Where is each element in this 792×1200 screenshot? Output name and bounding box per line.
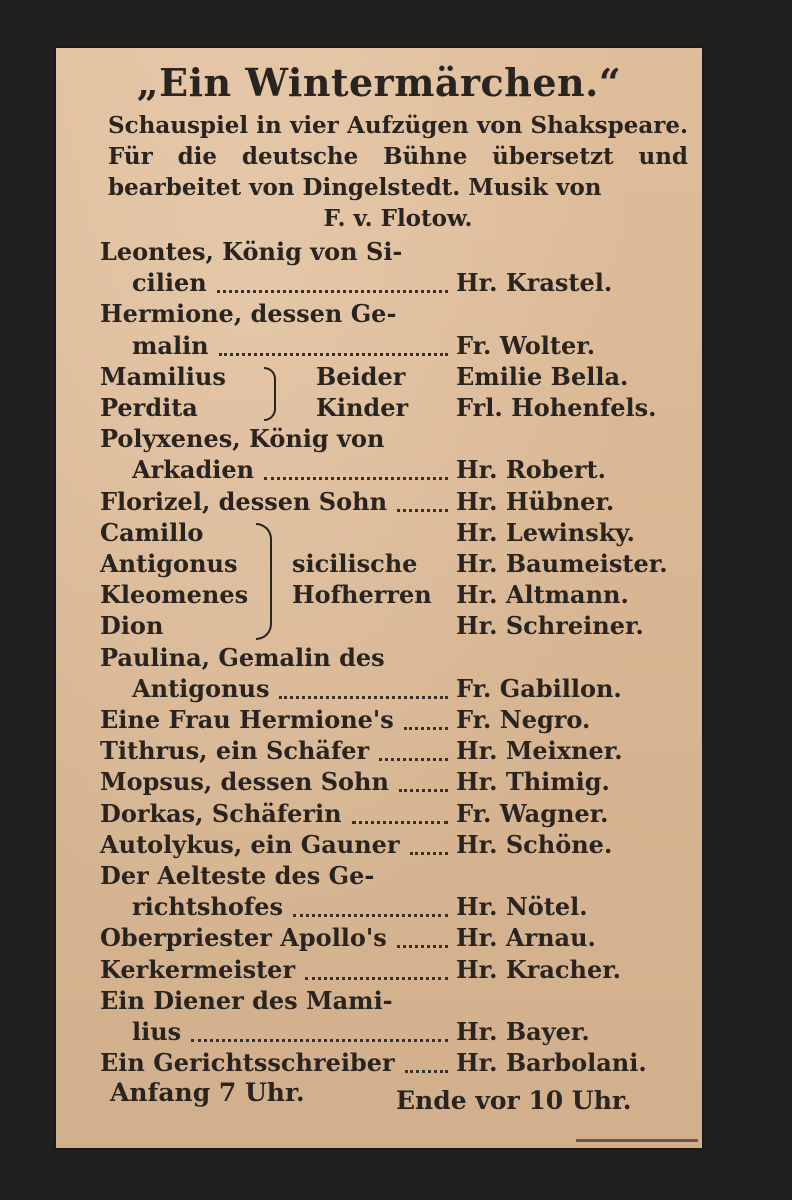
cast-actor: Fr. Negro.	[456, 705, 591, 734]
leader-dots	[305, 945, 448, 980]
cast-role: lius	[132, 1017, 182, 1046]
cast-actor: Hr. Baumeister.	[456, 549, 668, 578]
cast-actor: Hr. Lewinsky.	[456, 517, 635, 547]
cast-row	[56, 392, 702, 424]
cast-row	[56, 548, 702, 580]
cast-actor: Hr. Kracher.	[456, 954, 622, 984]
leader-dots	[397, 477, 448, 512]
play-subtitle	[108, 110, 688, 234]
leader-dots	[191, 1007, 448, 1042]
cast-role: Ein Diener des Mami-	[100, 985, 393, 1015]
cast-group-note: sicilische	[292, 549, 418, 578]
subtitle-text: Schauspiel in vier Aufzügen von Shakspeare. Für die deutsche Bühne übersetzt und bearbeitet von Dingelstedt. Musik von	[108, 112, 688, 201]
cast-role: Kleomenes	[100, 580, 249, 610]
cast-role: Mopsus, dessen Sohn	[100, 767, 389, 797]
cast-row	[56, 673, 702, 705]
cast-role: Antigonus	[132, 673, 270, 703]
cast-actor: Hr. Schreiner.	[456, 611, 644, 641]
leader-dots	[410, 820, 448, 855]
cast-role: Kerkermeister	[100, 954, 296, 984]
cast-row	[56, 517, 702, 549]
cast-role: richtshofes	[132, 892, 283, 922]
cast-row	[56, 1047, 702, 1079]
cast-group-note: Hofherren	[292, 580, 432, 610]
cast-actor: Fr. Wagner.	[456, 798, 609, 828]
cast-group-note: Beider	[316, 361, 406, 391]
cast-role: Camillo	[100, 517, 204, 547]
cast-role: Oberpriester Apollo's	[100, 923, 387, 953]
leader-dots	[293, 882, 448, 917]
end-time: Ende vor 10 Uhr.	[396, 1086, 632, 1115]
cast-row	[56, 454, 702, 486]
brace-courtiers	[256, 523, 272, 640]
leader-dots	[379, 726, 448, 761]
cast-role: Mamilius	[100, 361, 226, 391]
cast-actor: Hr. Thimig.	[456, 767, 610, 797]
brace-children	[264, 367, 276, 421]
leader-dots	[264, 445, 448, 480]
cast-role: malin	[132, 330, 209, 360]
leader-dots	[405, 1038, 448, 1073]
leader-dots	[399, 757, 448, 792]
cast-row	[56, 735, 702, 767]
cast-row	[56, 267, 702, 299]
leader-dots	[219, 321, 448, 356]
cast-row	[56, 486, 702, 518]
cast-row	[56, 798, 702, 830]
leader-dots	[279, 664, 448, 699]
cast-row	[56, 891, 702, 923]
newspaper-clipping	[56, 48, 702, 1148]
cast-row	[56, 330, 702, 362]
cast-role: Polyxenes, König von	[100, 424, 385, 454]
cast-role: Der Aelteste des Ge-	[100, 861, 375, 890]
cast-actor: Hr. Hübner.	[456, 486, 615, 516]
cast-row	[56, 1016, 702, 1048]
leader-dots	[352, 789, 448, 824]
cast-group-note: Kinder	[316, 393, 409, 422]
cast-role: Tithrus, ein Schäfer	[100, 736, 370, 766]
leader-dots	[404, 695, 448, 730]
cast-actor: Hr. Barbolani.	[456, 1048, 647, 1078]
cast-role: Dion	[100, 611, 164, 641]
leader-dots	[397, 913, 448, 948]
cast-role: Florizel, dessen Sohn	[100, 486, 388, 516]
cast-role: Leontes, König von Si-	[100, 237, 403, 266]
cast-role: Autolykus, ein Gauner	[100, 829, 400, 859]
cast-actor: Fr. Wolter.	[456, 330, 596, 360]
cast-actor: Hr. Nötel.	[456, 892, 588, 922]
cast-role: Paulina, Gemalin des	[100, 642, 385, 672]
cast-actor: Hr. Arnau.	[456, 923, 596, 953]
leader-dots	[217, 258, 448, 293]
start-time: Anfang 7 Uhr.	[110, 1078, 305, 1107]
cast-actor: Hr. Altmann.	[456, 580, 629, 610]
cast-row	[56, 579, 702, 611]
cast-role: Arkadien	[132, 455, 255, 485]
cast-row	[56, 829, 702, 861]
cast-role: Antigonus	[100, 549, 238, 578]
cut-edge-line	[576, 1139, 698, 1142]
cast-actor: Emilie Bella.	[456, 361, 629, 391]
cast-row	[56, 361, 702, 393]
subtitle-composer: F. v. Flotow.	[323, 205, 473, 232]
cast-actor: Frl. Hohenfels.	[456, 393, 657, 422]
cast-row	[56, 610, 702, 642]
cast-role: cilien	[132, 268, 207, 298]
cast-role: Ein Gerichtsschreiber	[100, 1048, 395, 1078]
cast-role: Hermione, dessen Ge-	[100, 299, 397, 329]
cast-actor: Fr. Gabillon.	[456, 673, 622, 703]
cast-actor: Hr. Schöne.	[456, 829, 613, 859]
cast-row	[56, 954, 702, 986]
cast-role: Perdita	[100, 393, 198, 422]
cast-actor: Hr. Krastel.	[456, 268, 613, 298]
play-title: „Ein Wintermärchen.“	[136, 60, 622, 105]
cast-actor: Hr. Meixner.	[456, 736, 623, 766]
cast-actor: Hr. Bayer.	[456, 1017, 590, 1046]
cast-role: Eine Frau Hermione's	[100, 705, 394, 734]
cast-actor: Hr. Robert.	[456, 455, 606, 485]
cast-role: Dorkas, Schäferin	[100, 798, 342, 828]
